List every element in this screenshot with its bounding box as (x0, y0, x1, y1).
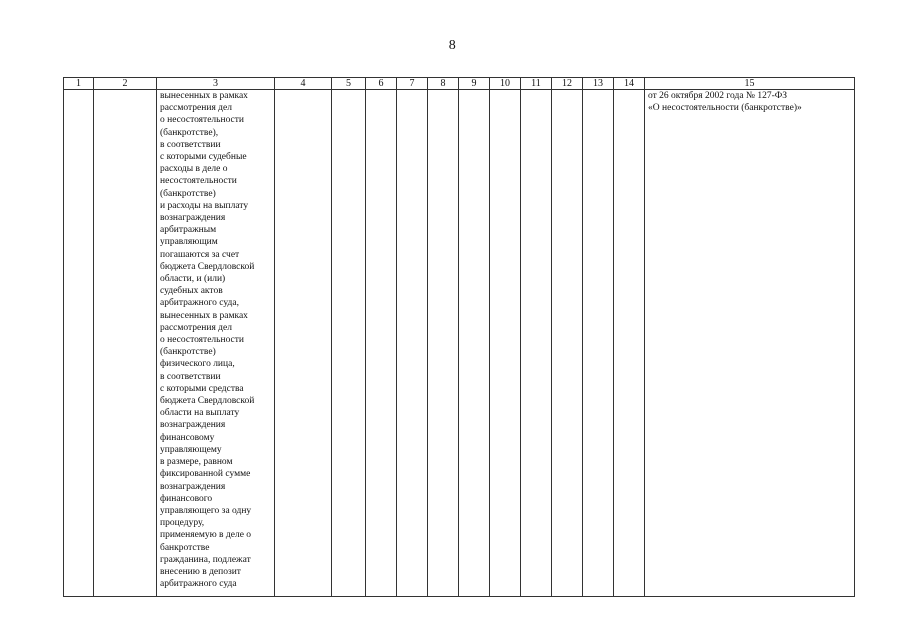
header-cell-2: 2 (94, 78, 157, 90)
cell-col-7 (397, 90, 428, 597)
header-cell-5: 5 (332, 78, 366, 90)
cell-col-3-text: вынесенных в рамках рассмотрения дел о несостоятельности (банкротстве), в соответствии с которыми судебные расходы в деле о несостоятельности (банкротстве) и расходы на выплату вознаграждения арбитражным управляющим погашаются за счет бюджета Свердловской области, и (или) судебных актов арбитражного суда, вынесенных в рамках рассмотрения дел о несостоятельности (банкротстве) физического лица, в соответствии с которыми средства бюджета Свердловской области на выплату вознаграждения финансовому управляющему в размере, равном фиксированной сумме вознаграждения финансового управляющего за одну процедуру, применяемую в деле о банкротстве гражданина, подлежат внесению в депозит арбитражного суда (160, 91, 255, 590)
cell-col-8 (428, 90, 459, 597)
header-cell-11: 11 (521, 78, 552, 90)
header-cell-6: 6 (366, 78, 397, 90)
cell-col-10 (490, 90, 521, 597)
header-cell-15: 15 (645, 78, 855, 90)
cell-col-15-text: от 26 октября 2002 года № 127-ФЗ «О несостоятельности (банкротстве)» (648, 91, 802, 114)
header-cell-7: 7 (397, 78, 428, 90)
header-cell-1: 1 (64, 78, 94, 90)
header-cell-8: 8 (428, 78, 459, 90)
page-number: 8 (448, 38, 457, 53)
cell-col-1 (64, 90, 94, 597)
cell-col-5 (332, 90, 366, 597)
header-cell-12: 12 (552, 78, 583, 90)
cell-col-11 (521, 90, 552, 597)
cell-col-4 (275, 90, 332, 597)
cell-col-3 (157, 90, 275, 597)
header-cell-4: 4 (275, 78, 332, 90)
header-cell-13: 13 (583, 78, 614, 90)
header-cell-9: 9 (459, 78, 490, 90)
header-cell-10: 10 (490, 78, 521, 90)
header-cell-3: 3 (157, 78, 275, 90)
header-cell-14: 14 (614, 78, 645, 90)
cell-col-12 (552, 90, 583, 597)
cell-col-14 (614, 90, 645, 597)
cell-col-6 (366, 90, 397, 597)
cell-col-13 (583, 90, 614, 597)
table-header-row (64, 78, 855, 90)
cell-col-2 (94, 90, 157, 597)
cell-col-9 (459, 90, 490, 597)
table-row (64, 90, 855, 597)
cell-col-15 (645, 90, 855, 597)
document-table (63, 77, 855, 597)
